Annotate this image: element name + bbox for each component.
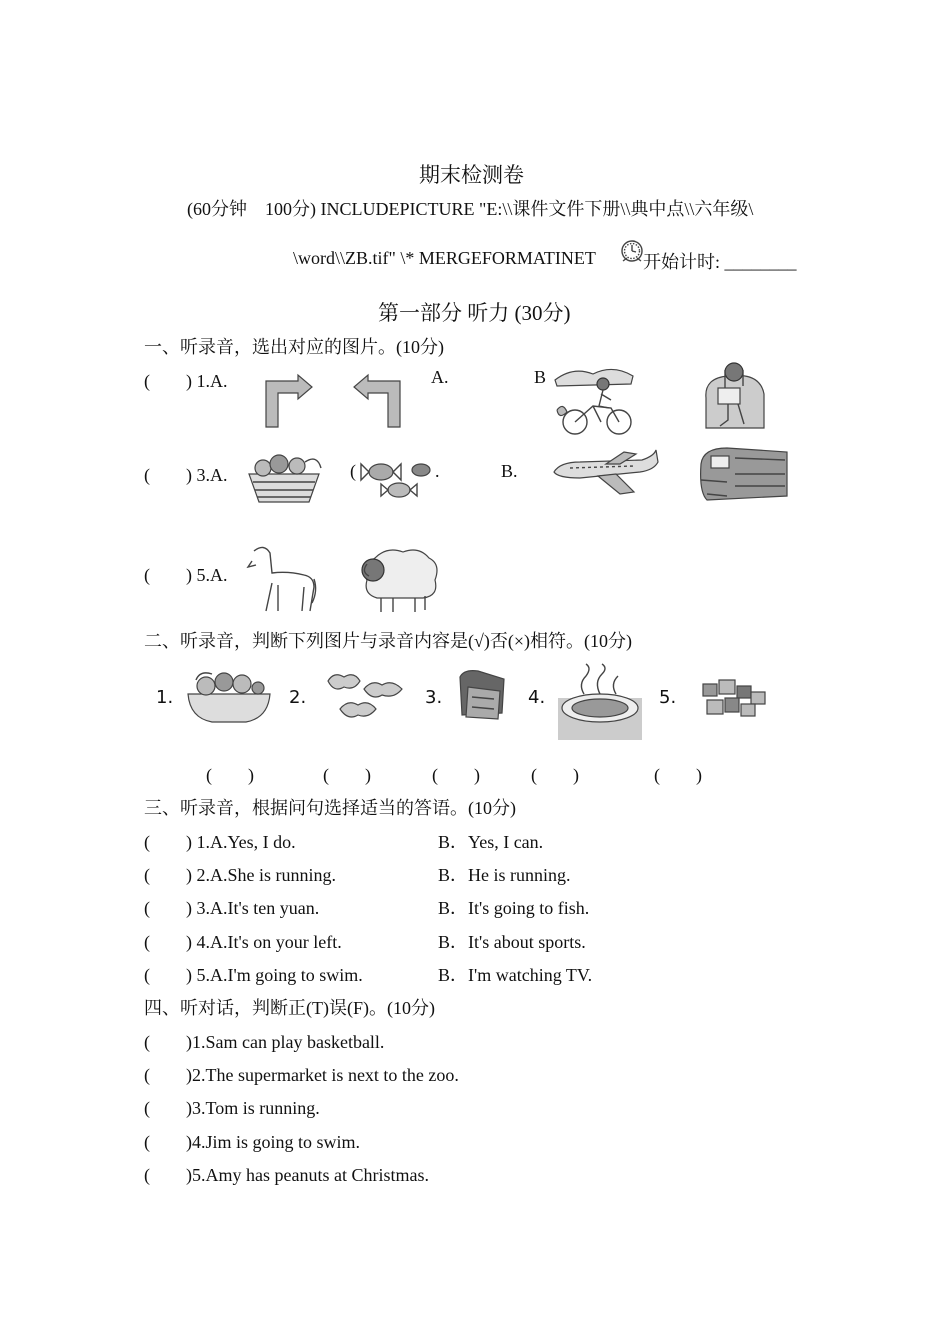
part1-title: 第一部分 听力 (30分) (378, 301, 571, 325)
sec1-row2-b-label: B. (501, 461, 518, 481)
sec3-b5: B．I'm watching TV. (438, 965, 593, 985)
candies-image (359, 454, 435, 504)
sec2-bracket-2[interactable]: ( ) (323, 765, 371, 785)
sec2-number-1: 1. (156, 687, 174, 708)
fruit-basket-image (243, 452, 325, 504)
sec3-b2: B．He is running. (438, 865, 571, 885)
sec2-number-2: 2. (289, 687, 307, 708)
sec4-title: 四、听对话，判断正(T)误(F)。(10分) (144, 998, 435, 1018)
sec3-q2: ( ) 2.A.She is running. (144, 865, 336, 885)
sec3-q3: ( ) 3.A.It's ten yuan. (144, 898, 320, 918)
meta-line-1: (60分钟 100分) INCLUDEPICTURE "E:\\课件文件下册\\典中点\\六年级\ (187, 199, 754, 219)
bread-image (454, 667, 512, 727)
sheep-image (357, 544, 441, 614)
sec1-title: 一、听录音，选出对应的图片。(10分) (144, 337, 444, 357)
girl-riding-bike-image (553, 362, 635, 438)
sec3-title: 三、听录音，根据问句选择适当的答语。(10分) (144, 798, 516, 818)
sec4-item-4: ( )4.Jim is going to swim. (144, 1132, 361, 1152)
sec2-number-3: 3. (425, 687, 443, 708)
train-image (697, 444, 789, 504)
sec3-q5: ( ) 5.A.I'm going to swim. (144, 965, 363, 985)
sec2-bracket-5[interactable]: ( ) (654, 765, 702, 785)
girl-reading-in-armchair-image (698, 358, 768, 432)
sec3-q4: ( ) 4.A.It's on your left. (144, 932, 342, 952)
sec1-row2-num: ( ) 3.A. (144, 465, 228, 485)
sec4-item-2: ( )2.The supermarket is next to the zoo. (144, 1065, 459, 1085)
page-title: 期末检测卷 (419, 163, 524, 187)
horse-image (244, 543, 318, 615)
hot-soup-bowl-image (558, 664, 642, 740)
sec1-row2-a-label: ( (350, 461, 356, 481)
timer-label: 开始计时: ________ (643, 252, 797, 272)
meta-line-2: \word\\ZB.tif" \* MERGEFORMATINET (293, 248, 596, 268)
sec3-b4: B．It's about sports. (438, 932, 586, 952)
sec1-row2-dot: . (435, 461, 440, 481)
sec4-item-3: ( )3.Tom is running. (144, 1098, 320, 1118)
sec4-item-5: ( )5.Amy has peanuts at Christmas. (144, 1165, 429, 1185)
sec1-row3-num: ( ) 5.A. (144, 565, 228, 585)
turn-right-arrow-icon (262, 373, 314, 429)
sec1-row1-a-label: A. (431, 367, 449, 387)
sec2-number-4: 4. (528, 687, 546, 708)
clock-icon (620, 239, 644, 265)
sec4-item-1: ( )1.Sam can play basketball. (144, 1032, 385, 1052)
airplane-image (550, 448, 660, 496)
sec2-bracket-3[interactable]: ( ) (432, 765, 480, 785)
fruit-bowl-image (184, 668, 274, 726)
sec3-b1: B．Yes, I can. (438, 832, 544, 852)
turn-left-arrow-icon (352, 373, 404, 429)
sec3-b3: B．It's going to fish. (438, 898, 590, 918)
sec2-bracket-1[interactable]: ( ) (206, 765, 254, 785)
sec3-q1: ( ) 1.A.Yes, I do. (144, 832, 296, 852)
wrapped-gifts-image (697, 676, 769, 724)
sec2-number-5: 5. (659, 687, 677, 708)
sec1-row1-b-label: B (534, 367, 547, 387)
peanuts-image (322, 665, 406, 725)
sec2-title: 二、听录音，判断下列图片与录音内容是(√)否(×)相符。(10分) (144, 631, 632, 651)
sec2-bracket-4[interactable]: ( ) (531, 765, 579, 785)
sec1-row1-num: ( ) 1.A. (144, 371, 228, 391)
